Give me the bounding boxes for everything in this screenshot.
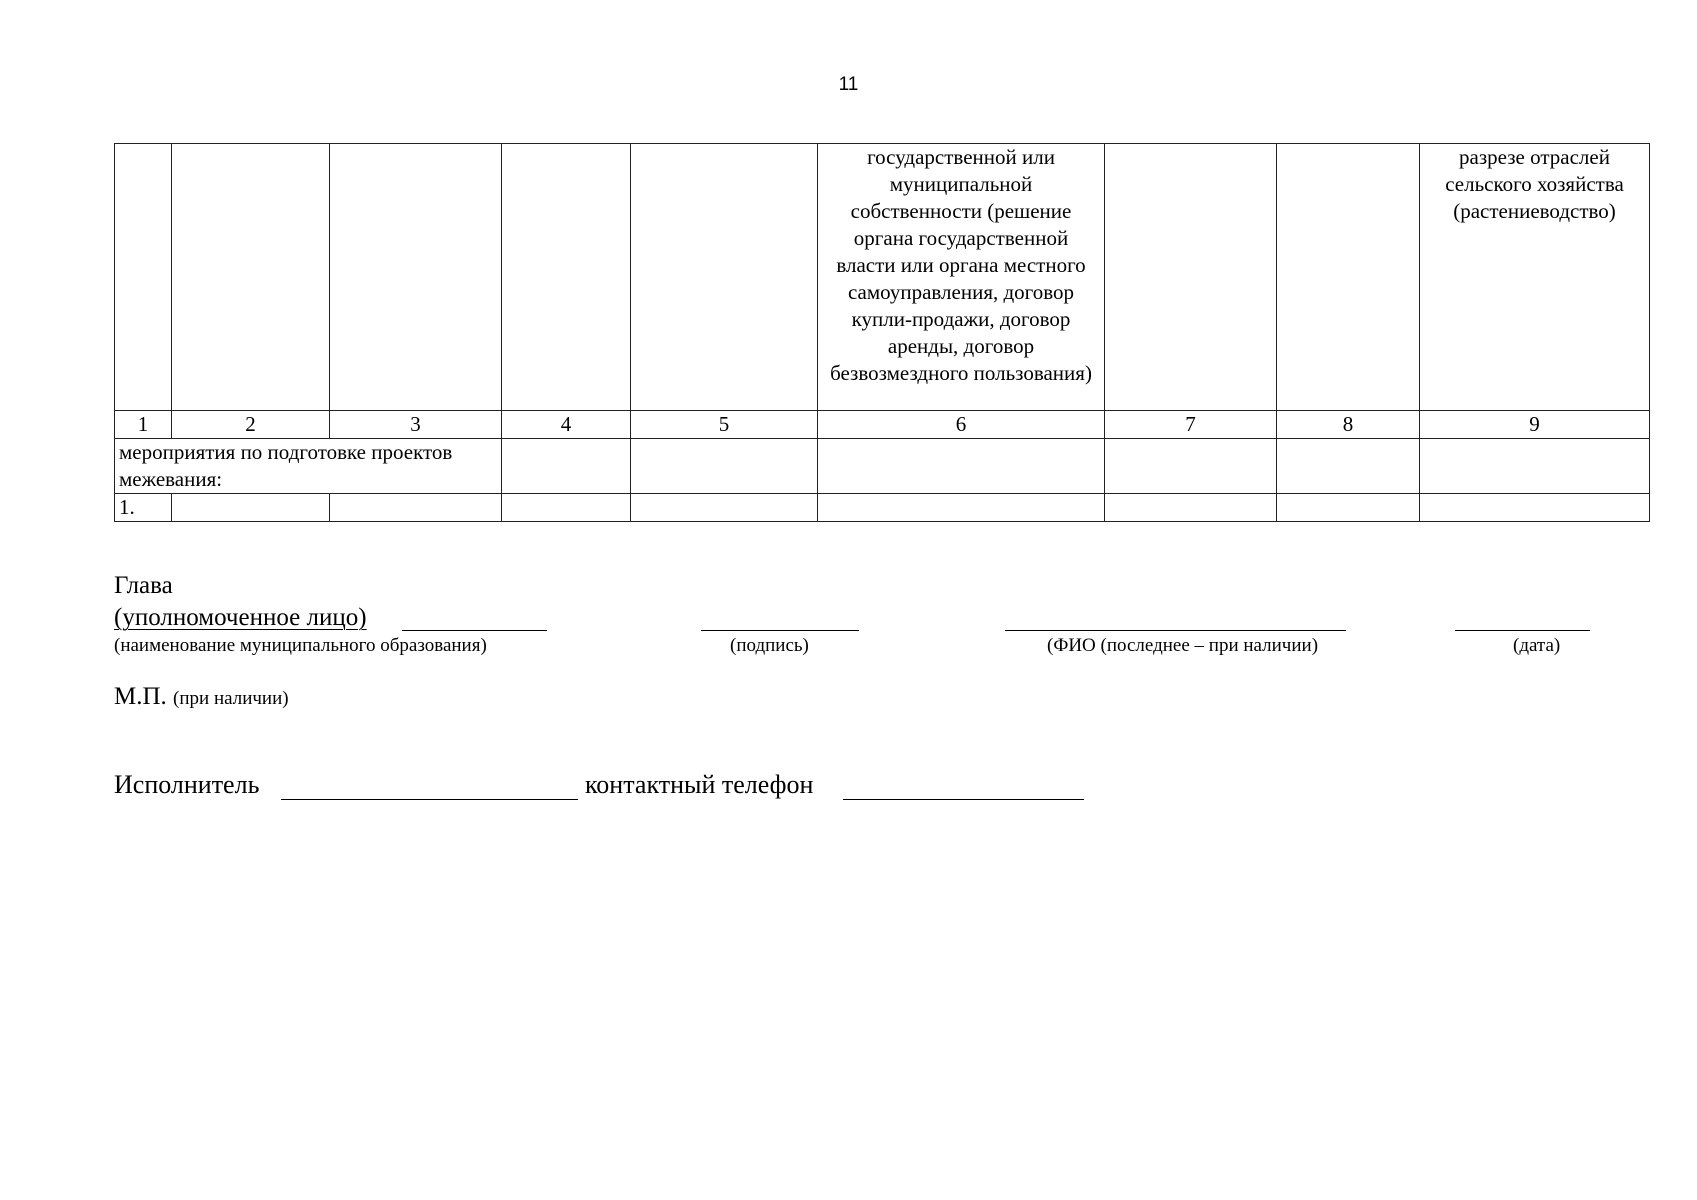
header-cell-5 — [631, 144, 818, 411]
header-cell-2 — [172, 144, 330, 411]
column-number: 4 — [502, 411, 631, 439]
table-cell — [172, 494, 330, 522]
table-cell — [1277, 494, 1420, 522]
header-cell-8 — [1277, 144, 1420, 411]
table-cell — [631, 494, 818, 522]
table-cell — [1105, 494, 1277, 522]
stamp-line — [114, 682, 289, 714]
phone-label: контактный телефон — [585, 770, 814, 799]
table-cell — [1420, 494, 1650, 522]
caption-date: (дата) — [1513, 635, 1561, 656]
column-number: 5 — [631, 411, 818, 439]
table-cell — [330, 494, 502, 522]
executor-line — [281, 799, 578, 800]
column-number: 8 — [1277, 411, 1420, 439]
fio-line — [1005, 630, 1346, 631]
table-cell — [1277, 439, 1420, 494]
table-cell — [818, 439, 1105, 494]
column-number: 6 — [818, 411, 1105, 439]
caption-signature: (подпись) — [730, 635, 809, 656]
head-subtitle: (уполномоченное лицо) — [114, 604, 367, 631]
table-cell — [502, 439, 631, 494]
phone-line — [843, 799, 1084, 800]
executor-label: Исполнитель — [114, 770, 260, 799]
stamp-label: М.П. — [114, 683, 167, 710]
header-cell-7 — [1105, 144, 1277, 411]
item-row — [115, 494, 1650, 522]
municipality-line — [402, 630, 547, 631]
table-cell — [502, 494, 631, 522]
header-cell-4 — [502, 144, 631, 411]
table-cell — [1420, 439, 1650, 494]
item-row-label: 1. — [115, 494, 172, 522]
table-cell — [631, 439, 818, 494]
table-header-row — [115, 144, 1650, 411]
table-cell — [818, 494, 1105, 522]
section-row-label: мероприятия по подготовке проектов межевания: — [115, 439, 502, 494]
header-cell-6: государственной или муниципальной собственности (решение органа государственной власти или органа местного самоуправления, договор купли-продажи, договор аренды, договор безвозмездного пользования) — [818, 144, 1105, 411]
section-row — [115, 439, 1650, 494]
page-number: 11 — [838, 74, 859, 95]
column-number: 3 — [330, 411, 502, 439]
column-number: 7 — [1105, 411, 1277, 439]
column-number-row — [115, 411, 1650, 439]
signature-line — [701, 630, 859, 631]
stamp-note: (при наличии) — [173, 688, 289, 709]
table-cell — [1105, 439, 1277, 494]
column-number: 9 — [1420, 411, 1650, 439]
head-title: Глава — [114, 572, 173, 599]
column-number: 2 — [172, 411, 330, 439]
caption-municipality: (наименование муниципального образования) — [114, 635, 487, 656]
header-cell-9: разрезе отраслей сельского хозяйства (растениеводство) — [1420, 144, 1650, 411]
caption-fio: (ФИО (последнее – при наличии) — [1047, 635, 1319, 656]
date-line — [1455, 630, 1590, 631]
header-cell-3 — [330, 144, 502, 411]
column-number: 1 — [115, 411, 172, 439]
header-cell-1 — [115, 144, 172, 411]
report-table — [114, 143, 1650, 522]
